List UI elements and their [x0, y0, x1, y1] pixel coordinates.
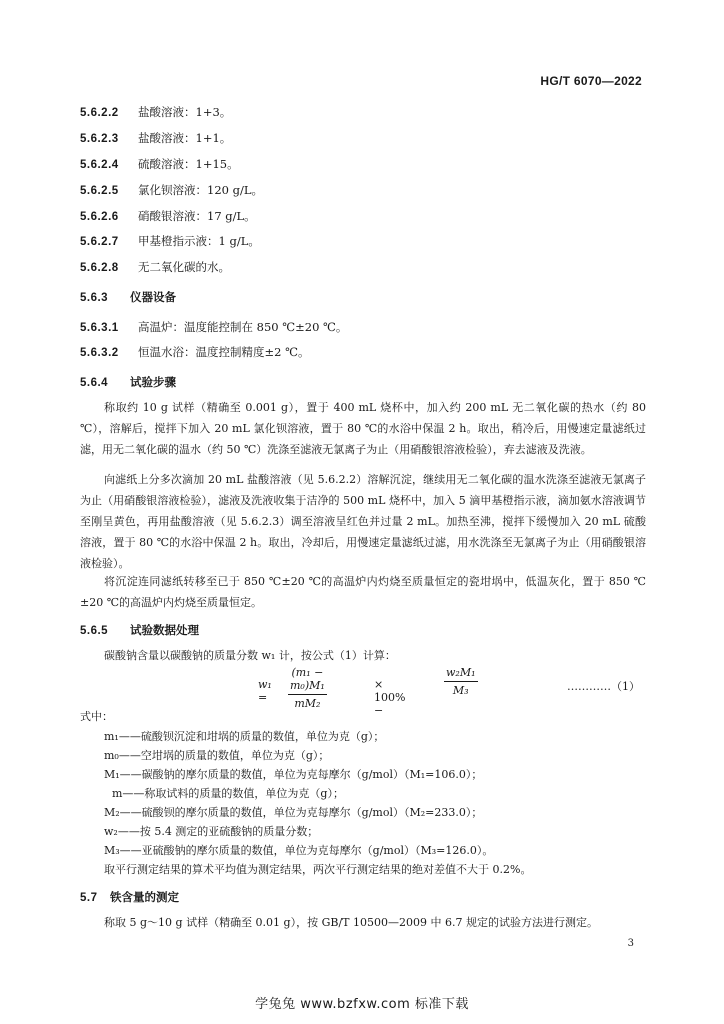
clause-text: 高温炉：温度能控制在 850 ℃±20 ℃。 [138, 320, 348, 334]
standard-number: HG/T 6070—2022 [540, 74, 642, 88]
procedure-paragraph-1: 称取约 10 g 试样（精确至 0.001 g），置于 400 mL 烧杯中，加入约 200 mL 无二氧化碳的热水（约 80 ℃），溶解后，搅拌下加入 20 mL 氯化钡溶液，置于 80 ℃的水浴中保温 2 h。取出，稍冷后，用慢速定量滤纸过滤，用无二氧化碳的温水（约 50 ℃）洗涤至滤液无氯离子为止（用硝酸银溶液检验），弃去滤液及洗液。 [80, 401, 646, 456]
fraction-denominator: M₃ [452, 684, 469, 697]
clause-number: 5.6.2.4 [80, 159, 119, 171]
section-heading-equipment [80, 289, 176, 305]
clause-text: 甲基橙指示液：1 g/L。 [138, 234, 260, 248]
clause-number: 5.6.2.7 [80, 236, 119, 248]
variable-definition: w₂——按 5.4 测定的亚硫酸钠的质量分数； [104, 825, 319, 838]
variable-definition: M₃——亚硫酸钠的摩尔质量的数值，单位为克每摩尔（g/mol）（M₃=126.0）。 [104, 844, 494, 857]
reagent-item [80, 104, 231, 120]
variable-definition: m₁——硫酸钡沉淀和坩埚的质量的数值，单位为克（g）； [104, 730, 385, 743]
clause-number: 5.6.2.6 [80, 211, 119, 223]
section-title: 试验数据处理 [130, 623, 199, 637]
variable-definition: m₀——空坩埚的质量的数值，单位为克（g）； [104, 749, 330, 762]
clause-text: 盐酸溶液：1+1。 [138, 131, 232, 145]
clause-text: 氯化钡溶液：120 g/L。 [138, 183, 263, 197]
section-title: 试验步骤 [130, 375, 176, 389]
fraction-numerator: w₂M₁ [444, 666, 478, 682]
clause-number: 5.6.2.2 [80, 107, 119, 119]
clause-text: 硝酸银溶液：17 g/L。 [138, 209, 256, 223]
calculation-intro: 碳酸钠含量以碳酸钠的质量分数 w₁ 计，按公式（1）计算： [104, 649, 396, 662]
section-number: 5.7 [80, 892, 98, 904]
footer-watermark: 学兔兔 www.bzfxw.com 标准下载 [255, 997, 469, 1012]
clause-text: 硫酸溶液：1+15。 [138, 157, 239, 171]
clause-number: 5.6.2.3 [80, 133, 119, 145]
formula-fraction-1 [288, 666, 327, 710]
reagent-item [80, 233, 260, 249]
section-title: 铁含量的测定 [110, 890, 179, 904]
section-heading-procedure [80, 374, 176, 390]
procedure-paragraph-3: 将沉淀连同滤纸转移至已于 850 ℃±20 ℃的高温炉内灼烧至质量恒定的瓷坩埚中，低温灰化，置于 850 ℃±20 ℃的高温炉内灼烧至质量恒定。 [80, 575, 646, 609]
clause-text: 无二氧化碳的水。 [138, 260, 230, 274]
reagent-item [80, 130, 231, 146]
clause-number: 5.6.2.8 [80, 262, 119, 274]
reagent-item [80, 208, 256, 224]
section-number: 5.6.3 [80, 292, 109, 304]
section-number: 5.6.5 [80, 625, 109, 637]
formula-fraction-2 [444, 666, 478, 697]
fraction-denominator: mM₂ [294, 697, 321, 710]
formula-operator: × 100% − [374, 678, 406, 717]
reagent-item [80, 259, 230, 275]
variable-definition: M₂——硫酸钡的摩尔质量的数值，单位为克每摩尔（g/mol）（M₂=233.0）； [104, 806, 483, 819]
iron-method-text: 称取 5 g～10 g 试样（精确至 0.01 g），按 GB/T 10500—2009 中 6.7 规定的试验方法进行测定。 [104, 916, 598, 929]
clause-number: 5.6.2.5 [80, 185, 119, 197]
variable-definition: M₁——碳酸钠的摩尔质量的数值，单位为克每摩尔（g/mol）（M₁=106.0）； [104, 768, 483, 781]
section-heading-iron-content [80, 889, 179, 905]
formula-number: …………（1） [567, 680, 640, 693]
formula-lhs: w₁ = [258, 678, 272, 704]
equipment-item [80, 344, 309, 360]
reagent-item [80, 182, 263, 198]
reagent-item [80, 156, 239, 172]
section-title: 仪器设备 [130, 290, 176, 304]
variable-definition: m——称取试料的质量的数值，单位为克（g）； [112, 787, 344, 800]
procedure-paragraph-2: 向滤纸上分多次滴加 20 mL 盐酸溶液（见 5.6.2.2）溶解沉淀，继续用无二氧化碳的温水洗涤至滤液无氯离子为止（用硝酸银溶液检验），滤液及洗液收集于洁净的 500 mL 烧杯中，加入 5 滴甲基橙指示液，滴加氨水溶液调节至刚呈黄色，再用盐酸溶液（见 5.6.2.3）调至溶液呈红色并过量 2 mL。加热至沸，搅拌下缓慢加入 20 mL 硫酸溶液，置于 80 ℃的水浴中保温 2 h。取出，冷却后，用慢速定量滤纸过滤，用水洗涤至无氯离子为止（用硝酸银溶液检验）。 [80, 473, 646, 570]
clause-number: 5.6.3.2 [80, 347, 119, 359]
where-label: 式中： [80, 710, 113, 723]
clause-number: 5.6.3.1 [80, 322, 119, 334]
section-number: 5.6.4 [80, 377, 109, 389]
equipment-item [80, 319, 347, 335]
result-statement: 取平行测定结果的算术平均值为测定结果，两次平行测定结果的绝对差值不大于 0.2%。 [104, 863, 532, 876]
clause-text: 恒温水浴：温度控制精度±2 ℃。 [138, 345, 310, 359]
fraction-numerator: (m₁ − m₀)M₁ [288, 666, 327, 695]
section-heading-data-processing [80, 622, 199, 638]
clause-text: 盐酸溶液：1+3。 [138, 105, 232, 119]
page-number: 3 [627, 938, 634, 949]
